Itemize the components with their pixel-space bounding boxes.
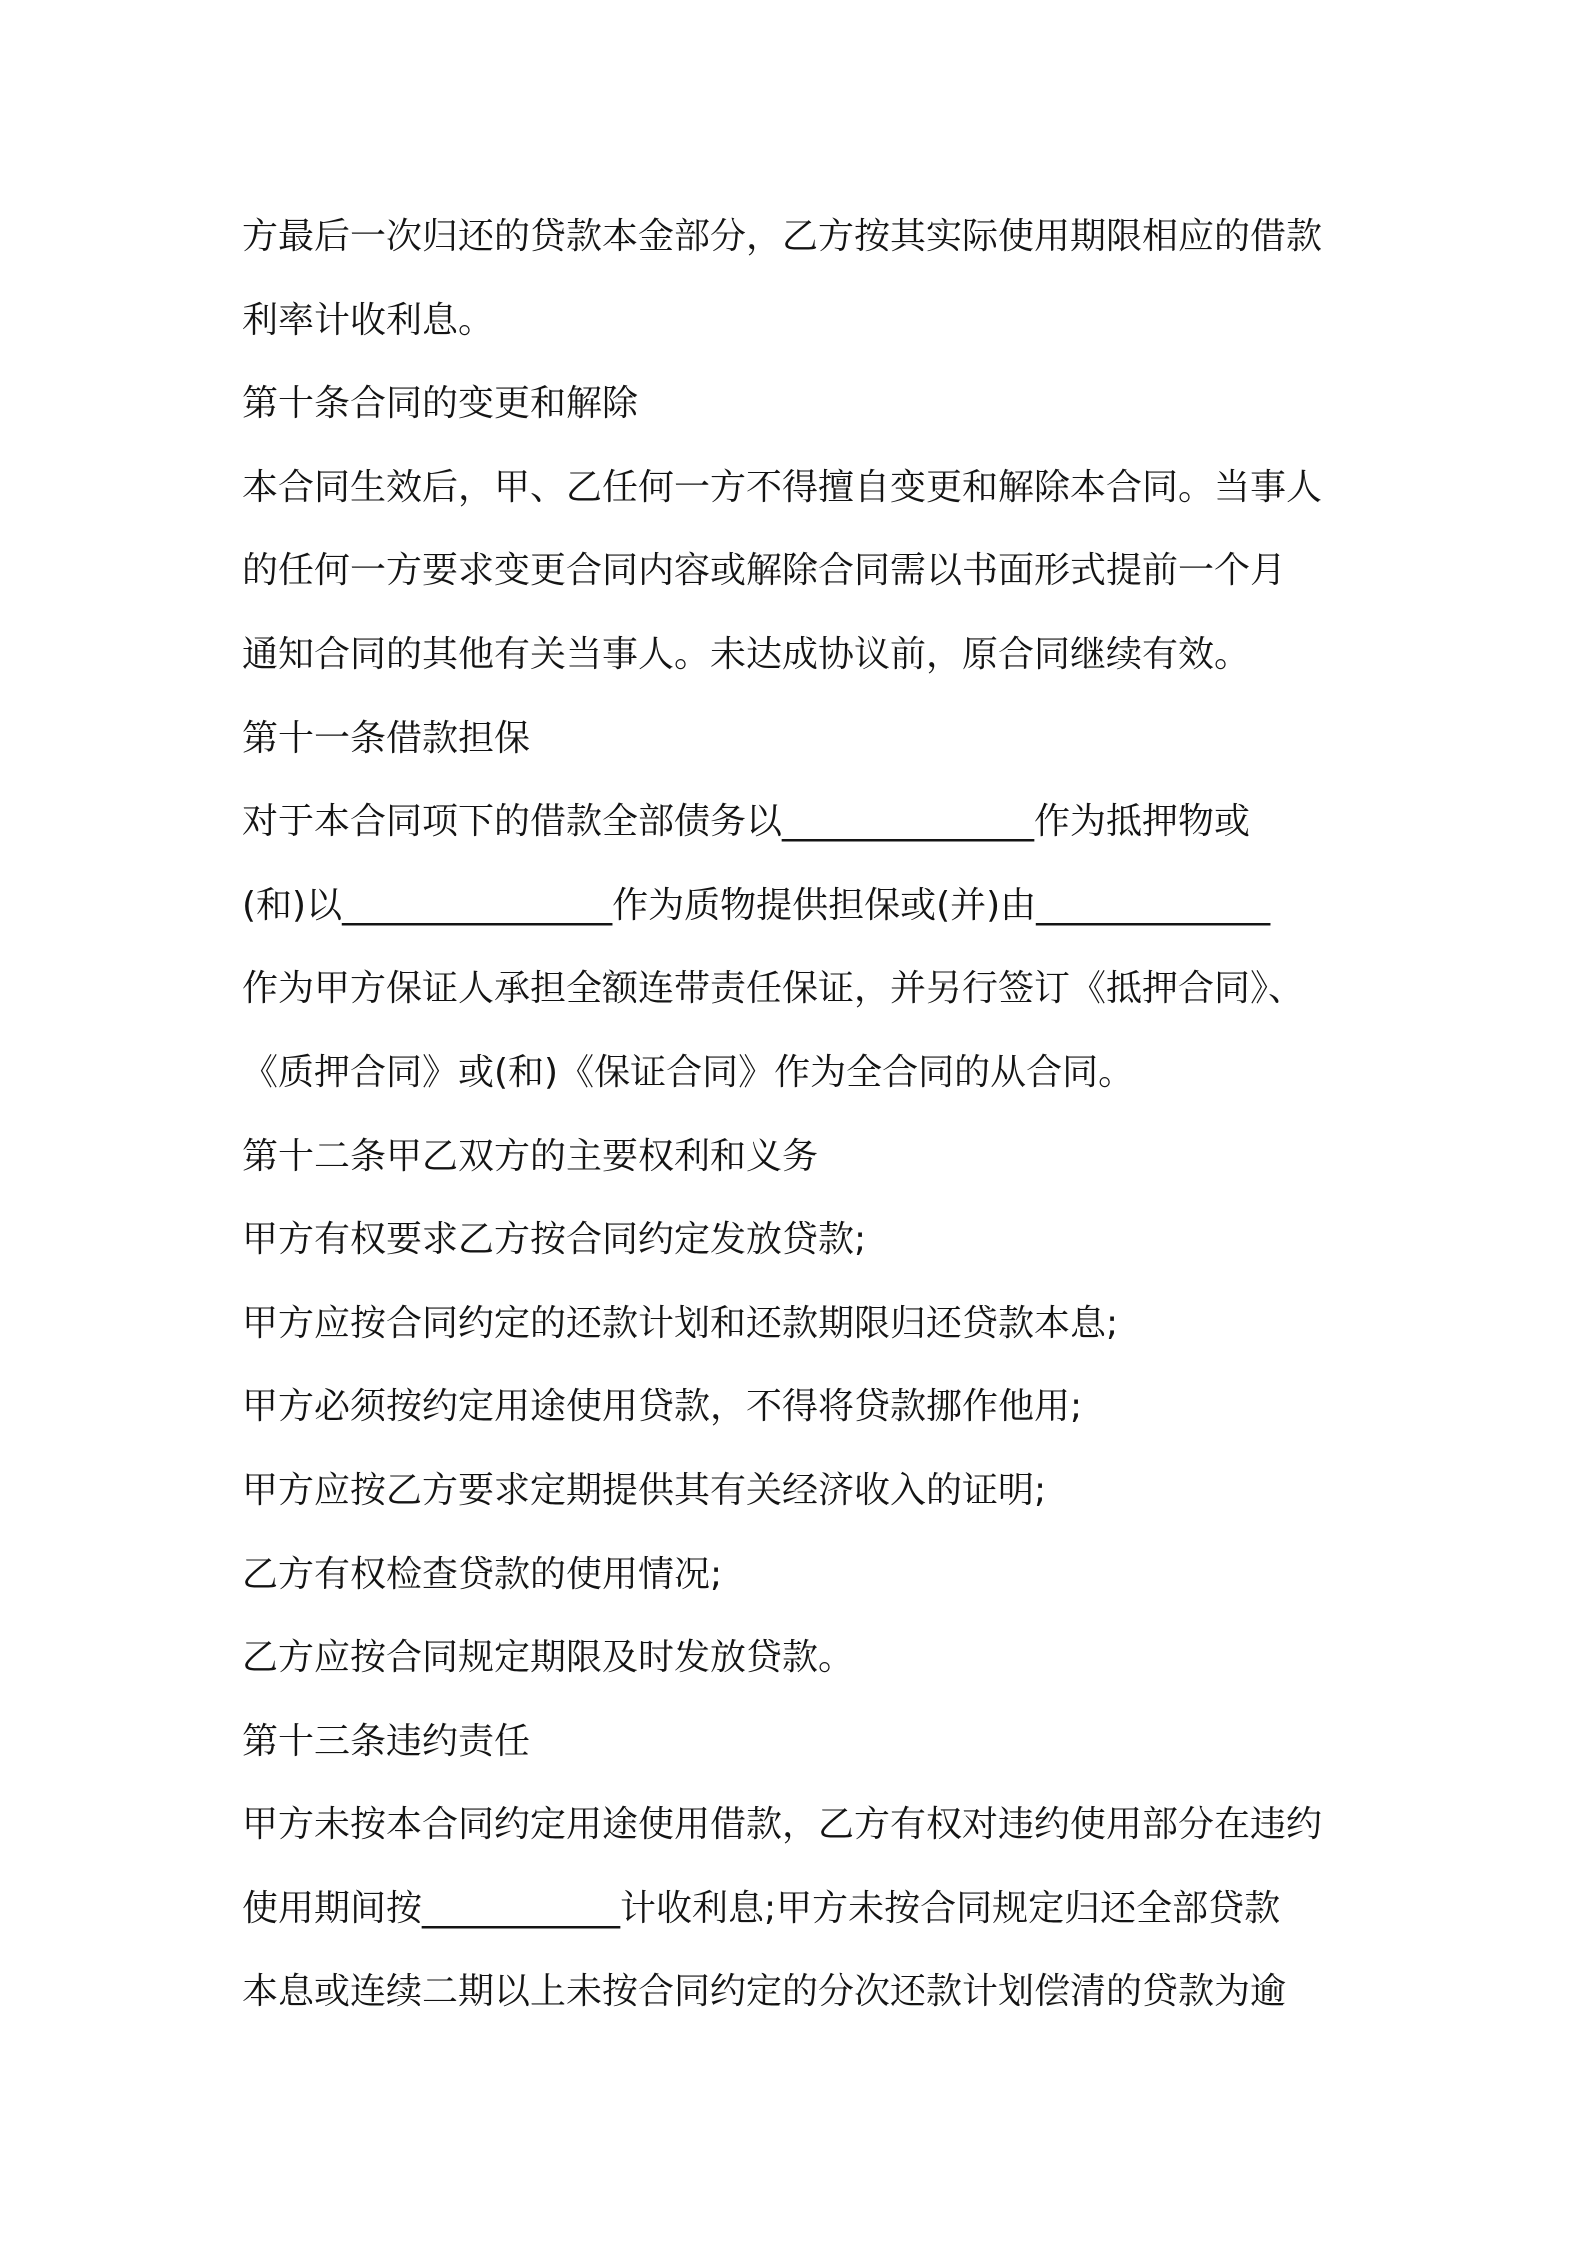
document-body (242, 195, 1362, 2034)
section-heading: 第十三条违约责任 (242, 1720, 531, 1762)
paragraph-line: 甲方应按合同约定的还款计划和还款期限归还贷款本息; (242, 1302, 1119, 1344)
section-heading: 第十二条甲乙双方的主要权利和义务 (242, 1135, 819, 1177)
section-heading: 第十一条借款担保 (242, 717, 531, 759)
paragraph-line: 利率计收利息。 (242, 299, 495, 341)
paragraph-line: 乙方应按合同规定期限及时发放贷款。 (242, 1637, 855, 1679)
paragraph-line: (和)以_______________作为质物提供担保或(并)由_____________ (242, 884, 1271, 926)
paragraph-line: 作为甲方保证人承担全额连带责任保证，并另行签订《抵押合同》、 (242, 968, 1305, 1010)
paragraph-line: 对于本合同项下的借款全部债务以______________作为抵押物或 (242, 801, 1251, 843)
paragraph-line: 乙方有权检查贷款的使用情况; (242, 1553, 723, 1595)
section-heading: 第十条合同的变更和解除 (242, 383, 639, 425)
paragraph-line: 《质押合同》或(和)《保证合同》作为全合同的从合同。 (242, 1051, 1135, 1093)
paragraph-line: 甲方必须按约定用途使用贷款，不得将贷款挪作他用; (242, 1386, 1083, 1428)
paragraph-line: 甲方有权要求乙方按合同约定发放贷款; (242, 1219, 867, 1261)
paragraph-line: 本息或连续二期以上未按合同约定的分次还款计划偿清的贷款为逾 (242, 1971, 1287, 2013)
paragraph-line: 通知合同的其他有关当事人。未达成协议前，原合同继续有效。 (242, 633, 1251, 675)
paragraph-line: 甲方应按乙方要求定期提供其有关经济收入的证明; (242, 1469, 1047, 1511)
paragraph-line: 的任何一方要求变更合同内容或解除合同需以书面形式提前一个月 (242, 550, 1287, 592)
paragraph-line: 使用期间按___________计收利息;甲方未按合同规定归还全部贷款 (242, 1887, 1281, 1929)
paragraph-line: 本合同生效后，甲、乙任何一方不得擅自变更和解除本合同。当事人 (242, 466, 1323, 508)
paragraph-line: 甲方未按本合同约定用途使用借款，乙方有权对违约使用部分在违约 (242, 1804, 1323, 1846)
paragraph-line: 方最后一次归还的贷款本金部分，乙方按其实际使用期限相应的借款 (242, 216, 1323, 257)
